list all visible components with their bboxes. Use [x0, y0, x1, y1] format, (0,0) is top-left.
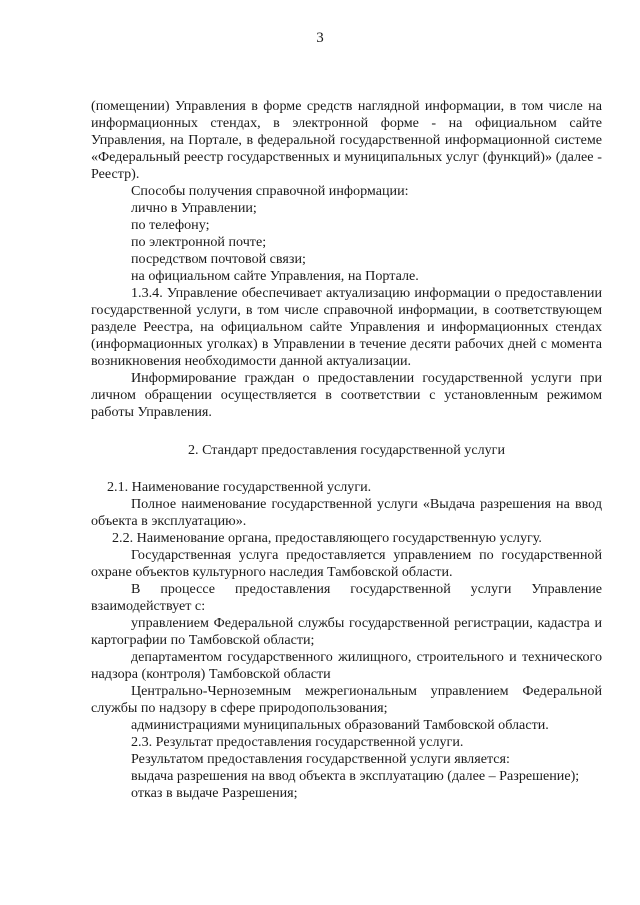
list-item: по электронной почте;: [131, 234, 267, 250]
page-number: 3: [316, 30, 324, 46]
subsection-title: 2.2. Наименование органа, предоставляющего государственную услугу.: [112, 530, 542, 546]
paragraph: Информирование граждан о предоставлении государственной услуги при личном обращении осуществляется в соответствии с установленным режимом работы Управления.: [91, 370, 602, 420]
paragraph: департаментом государственного жилищного, строительного и технического надзора (контроля) Тамбовской области: [91, 649, 602, 682]
paragraph: 1.3.4. Управление обеспечивает актуализацию информации о предоставлении государственной услуги, в том числе справочной информации, в соответствующем разделе Реестра, на официальном сайте Управления и информационных стендах (информационных уголках) в Управлении в течение десяти рабочих дней с момента возникновения необходимости данной актуализации.: [91, 285, 602, 369]
subsection-title: 2.3. Результат предоставления государственной услуги.: [131, 734, 464, 750]
paragraph: Центрально-Черноземным межрегиональным управлением Федеральной службы по надзору в сфере природопользования;: [91, 683, 602, 716]
list-item: по телефону;: [131, 217, 210, 233]
section-heading: 2. Стандарт предоставления государственной услуги: [188, 442, 505, 458]
paragraph: (помещении) Управления в форме средств наглядной информации, в том числе на информационных стендах, в электронной форме - на официальном сайте Управления, на Портале, в федеральной государственной информационной системе «Федеральный реестр государственных и муниципальных услуг (функций)» (далее - Реестр).: [91, 98, 602, 182]
paragraph: В процессе предоставления государственной услуги Управление взаимодействует с:: [91, 581, 602, 614]
paragraph: Способы получения справочной информации:: [131, 183, 409, 199]
list-item: лично в Управлении;: [131, 200, 257, 216]
paragraph: выдача разрешения на ввод объекта в эксплуатацию (далее – Разрешение);: [131, 768, 580, 784]
document-body: [91, 98, 602, 802]
paragraph: управлением Федеральной службы государственной регистрации, кадастра и картографии по Тамбовской области;: [91, 615, 602, 648]
list-item: посредством почтовой связи;: [131, 251, 306, 267]
paragraph: отказ в выдаче Разрешения;: [131, 785, 298, 801]
paragraph: Полное наименование государственной услуги «Выдача разрешения на ввод объекта в эксплуатацию».: [91, 496, 602, 529]
paragraph: Государственная услуга предоставляется управлением по государственной охране объектов культурного наследия Тамбовской области.: [91, 547, 602, 580]
paragraph: администрациями муниципальных образований Тамбовской области.: [131, 717, 549, 733]
list-item: на официальном сайте Управления, на Портале.: [131, 268, 419, 284]
subsection-title: 2.1. Наименование государственной услуги.: [107, 479, 372, 495]
paragraph: Результатом предоставления государственной услуги является:: [131, 751, 510, 767]
